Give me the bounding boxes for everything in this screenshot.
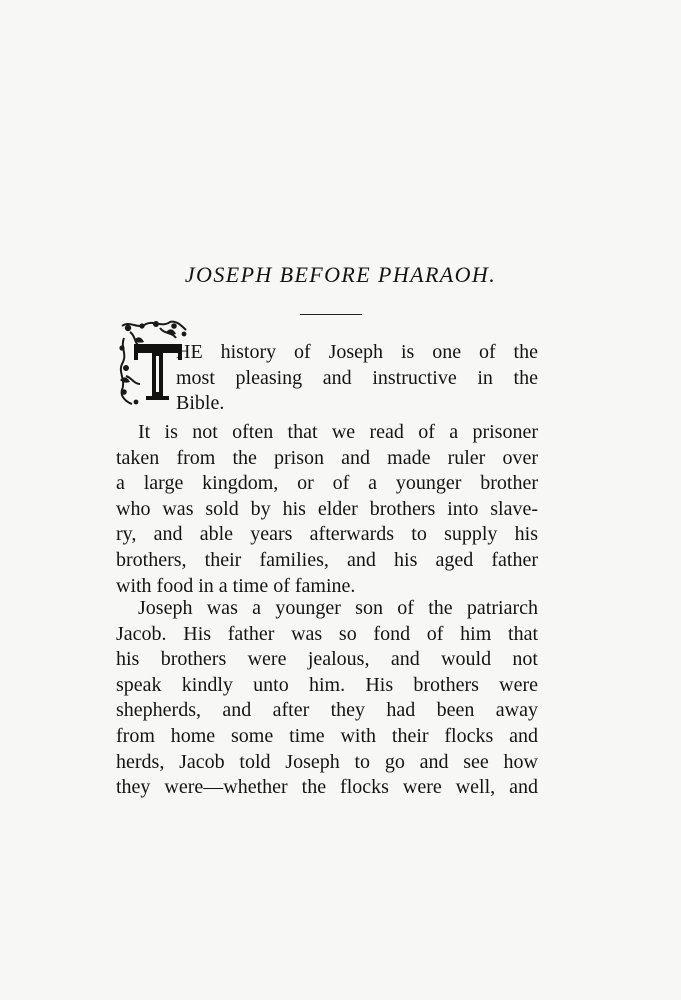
chapter-title: JOSEPH BEFORE PHARAOH. xyxy=(184,262,497,287)
paragraph-3 xyxy=(116,596,538,801)
text-line: with food in a time of famine. xyxy=(116,574,356,597)
text-line: herds, Jacob told Joseph to go and see how xyxy=(116,750,538,773)
title-rule xyxy=(300,314,362,315)
text-line: HE history of Joseph is one of the xyxy=(176,341,538,363)
paragraph-2 xyxy=(116,420,538,599)
text-line: from home some time with their flocks and xyxy=(116,724,538,747)
text-line: Jacob. His father was so fond of him that xyxy=(116,622,538,645)
text-line: Joseph was a younger son of the patriarch xyxy=(138,597,538,619)
text-line: shepherds, and after they had been away xyxy=(116,699,538,722)
text-line: his brothers were jealous, and would not xyxy=(116,648,538,671)
text-line: brothers, their families, and his aged father xyxy=(116,548,538,571)
text-line: a large kingdom, or of a younger brother xyxy=(116,472,538,495)
text-line: Bible. xyxy=(176,392,225,415)
paragraph-1 xyxy=(176,340,538,417)
text-line: speak kindly unto him. His brothers were xyxy=(116,673,538,696)
text-line: they were—whether the flocks were well, and xyxy=(116,776,538,799)
text-line: most pleasing and instructive in the xyxy=(176,366,538,389)
text-line: It is not often that we read of a prisoner xyxy=(138,421,538,443)
text-line: taken from the prison and made ruler over xyxy=(116,446,538,469)
text-line: who was sold by his elder brothers into slave- xyxy=(116,497,538,520)
text-line: ry, and able years afterwards to supply his xyxy=(116,523,538,546)
